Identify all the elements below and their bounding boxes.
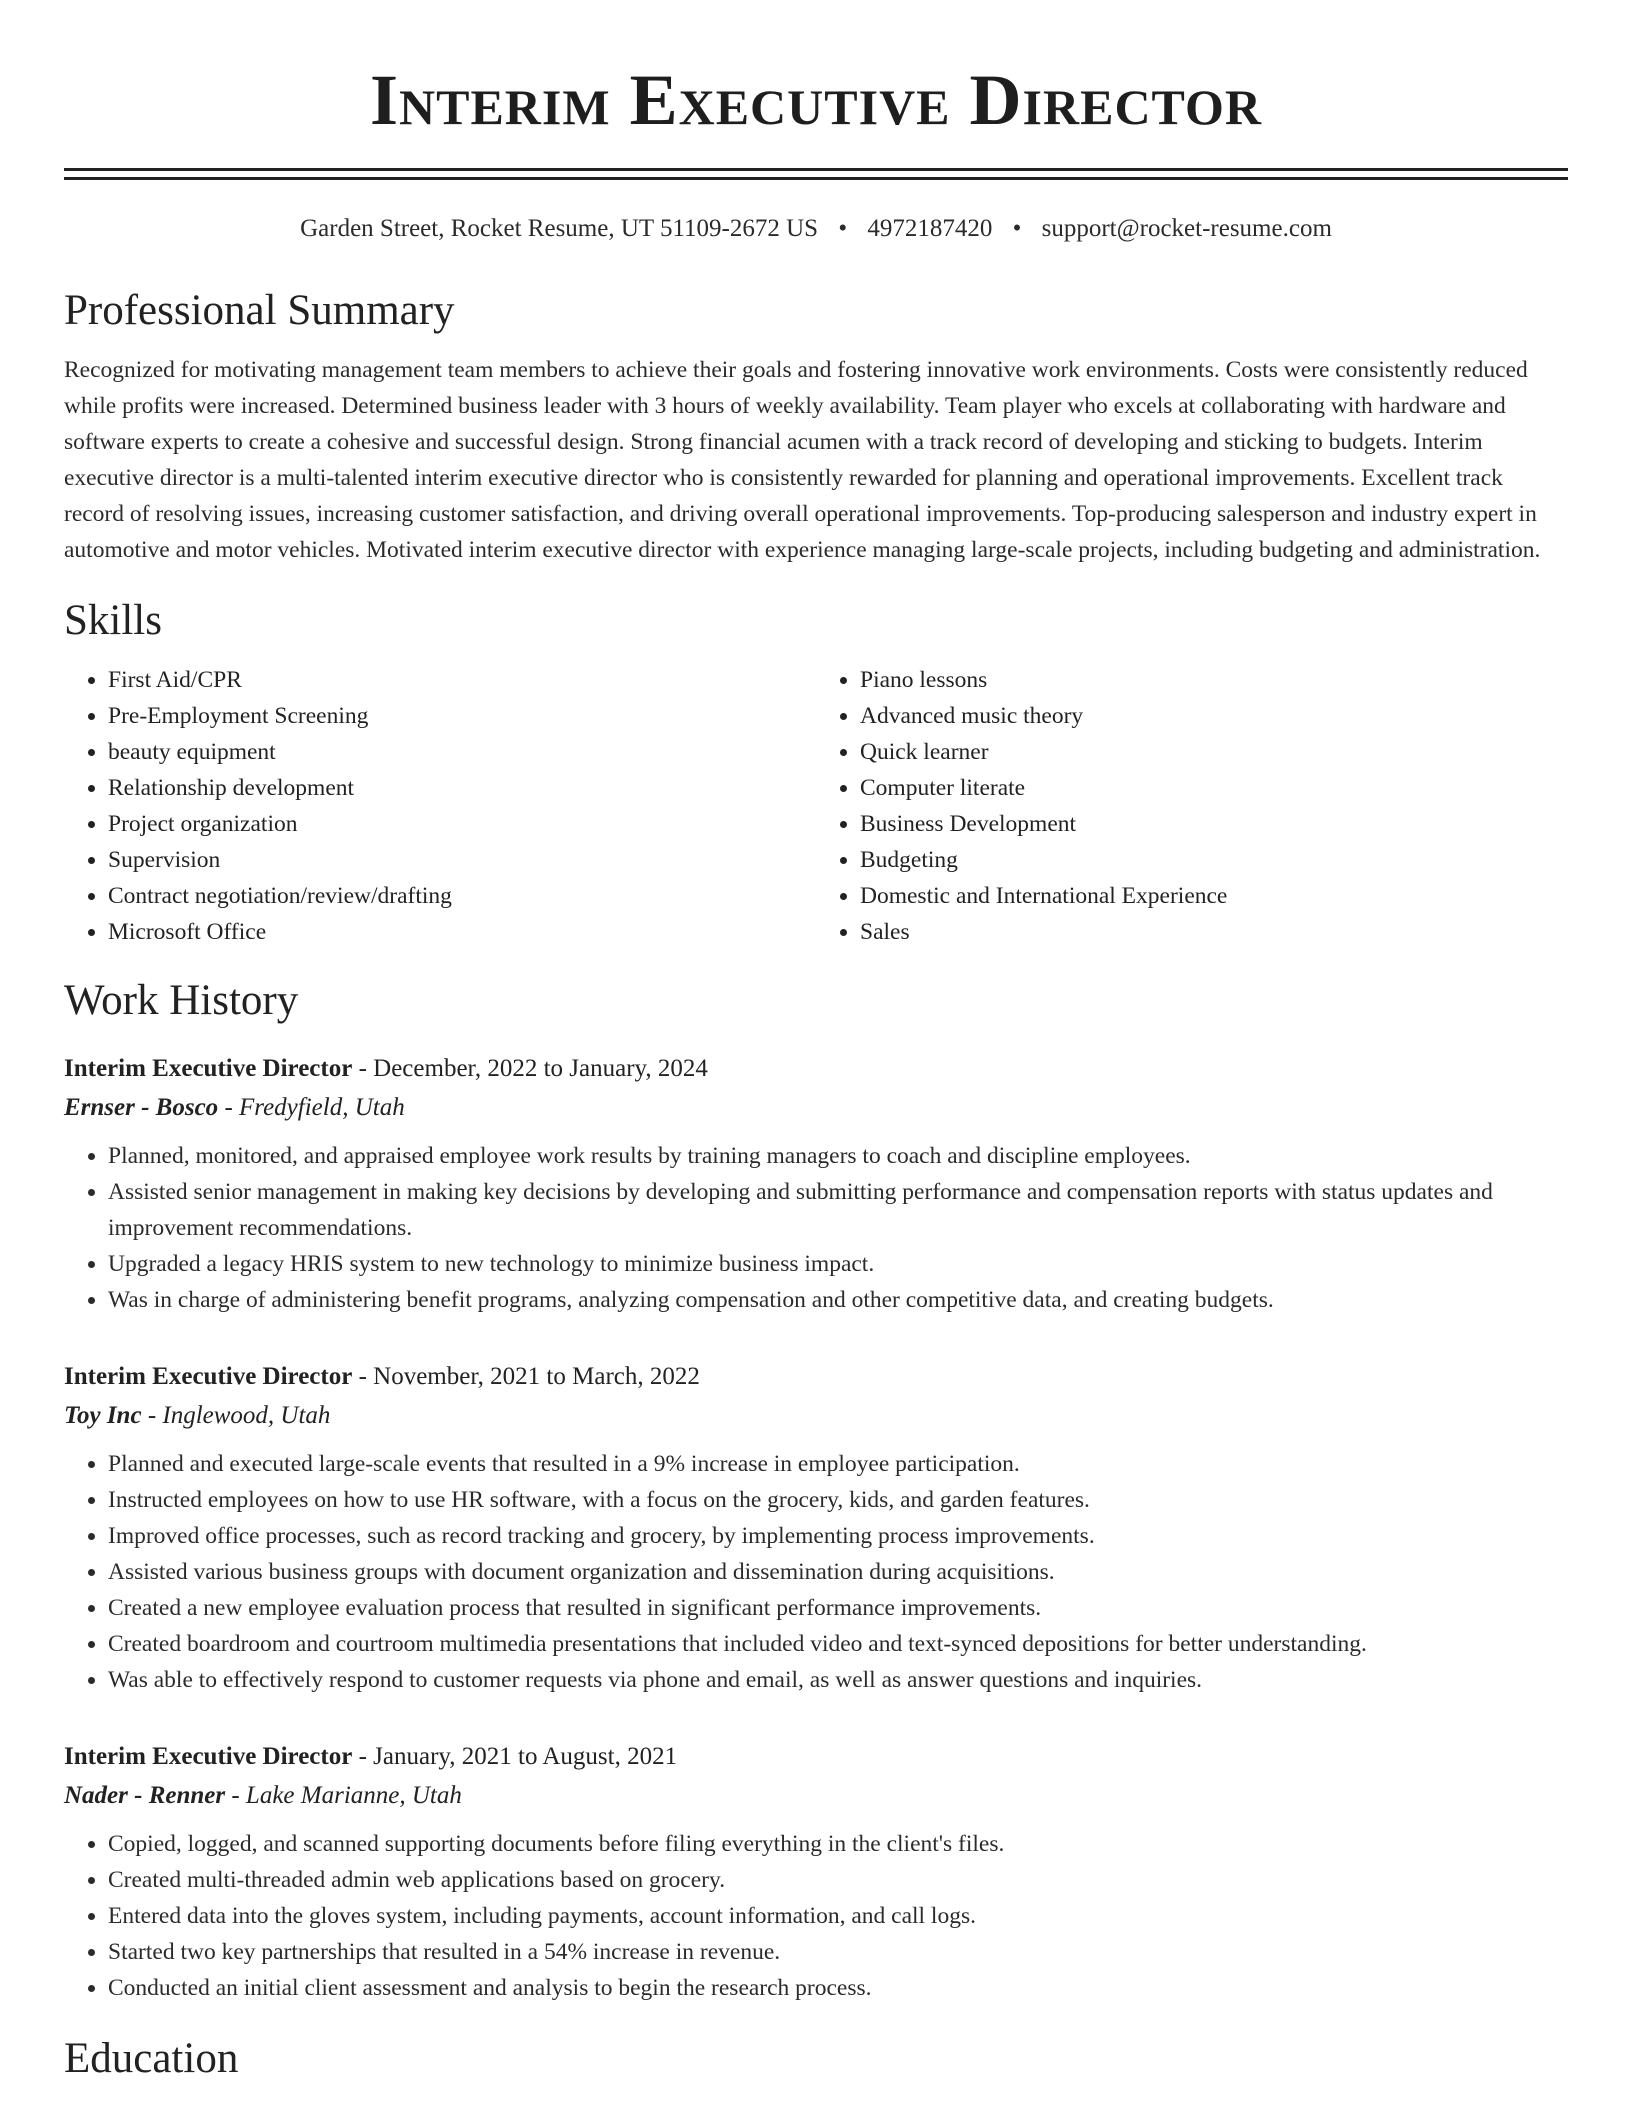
summary-text: Recognized for motivating management team members to achieve their goals and fostering innovative work environments. Costs were consistently reduced while profits were increased. Determined business leader with 3 hours of weekly availability. Team player who excels at collaborating with hardware and software experts to create a cohesive and successful design. Strong financial acumen with a track record of developing and sticking to budgets. Interim executive director is a multi-talented interim executive director who is consistently rewarded for planning and operational improvements. Excellent track record of resolving issues, increasing customer satisfaction, and driving overall operational improvements. Top-producing salesperson and industry expert in automotive and motor vehicles. Motivated interim executive director with experience managing large-scale projects, including budgeting and administration. — [64, 357, 1541, 563]
job-bullet: • Copied, logged, and scanned supporting documents before filing everything in the client's files. — [108, 1826, 1568, 1862]
job-bullet: • Was able to effectively respond to customer requests via phone and email, as well as answer questions and inquiries. — [108, 1662, 1568, 1698]
job-title-line — [64, 1358, 1568, 1396]
job-bullet: • Instructed employees on how to use HR software, with a focus on the grocery, kids, and garden features. — [108, 1482, 1568, 1518]
job-title: Interim Executive Director — [64, 1055, 353, 1082]
job-dates: - November, 2021 to March, 2022 — [352, 1363, 700, 1390]
job-company-line — [64, 1088, 1568, 1128]
skill-item: • Computer literate — [860, 770, 1568, 806]
job-bullet: • Created multi-threaded admin web applications based on grocery. — [108, 1862, 1568, 1898]
contact-separator: • — [1012, 215, 1022, 242]
job-bullet: • Planned, monitored, and appraised employee work results by training managers to coach and discipline employees. — [108, 1138, 1568, 1174]
job-bullet: • Conducted an initial client assessment and analysis to begin the research process. — [108, 1970, 1568, 2006]
skill-item: • Business Development — [860, 806, 1568, 842]
summary-heading: Professional Summary — [64, 287, 455, 334]
job-bullet: • Entered data into the gloves system, including payments, account information, and call logs. — [108, 1898, 1568, 1934]
title-divider-bottom — [64, 177, 1568, 180]
skill-item: • First Aid/CPR — [108, 662, 816, 698]
job-location: - Fredyfield, Utah — [218, 1094, 405, 1121]
job-bullet: • Was in charge of administering benefit programs, analyzing compensation and other competitive data, and creating budgets. — [108, 1282, 1568, 1318]
job-company-line — [64, 1396, 1568, 1436]
skill-item: • Microsoft Office — [108, 914, 816, 950]
job-entry — [64, 1738, 1568, 2006]
job-bullet: • Upgraded a legacy HRIS system to new technology to minimize business impact. — [108, 1246, 1568, 1282]
job-title: Interim Executive Director — [64, 1363, 353, 1390]
skill-item: • Advanced music theory — [860, 698, 1568, 734]
contact-email: support@rocket-resume.com — [1041, 215, 1332, 242]
skills-column-left — [64, 662, 816, 950]
job-title-line — [64, 1050, 1568, 1088]
skill-item: • Quick learner — [860, 734, 1568, 770]
job-title: Interim Executive Director — [64, 1743, 353, 1770]
job-bullet: • Created a new employee evaluation process that resulted in significant performance improvements. — [108, 1590, 1568, 1626]
job-location: - Inglewood, Utah — [141, 1402, 331, 1429]
skill-item: • Budgeting — [860, 842, 1568, 878]
job-dates: - January, 2021 to August, 2021 — [352, 1743, 678, 1770]
skills-column-right — [816, 662, 1568, 950]
job-bullet: • Started two key partnerships that resulted in a 54% increase in revenue. — [108, 1934, 1568, 1970]
skill-item: • Sales — [860, 914, 1568, 950]
skills-heading: Skills — [64, 597, 162, 644]
contact-line — [64, 214, 1568, 244]
skill-item: • Pre-Employment Screening — [108, 698, 816, 734]
skill-item: • Domestic and International Experience — [860, 878, 1568, 914]
job-bullet: • Improved office processes, such as record tracking and grocery, by implementing process improvements. — [108, 1518, 1568, 1554]
job-company-line — [64, 1776, 1568, 1816]
job-bullet: • Planned and executed large-scale events that resulted in a 9% increase in employee participation. — [108, 1446, 1568, 1482]
job-bullet: • Created boardroom and courtroom multimedia presentations that included video and text-synced depositions for better understanding. — [108, 1626, 1568, 1662]
job-entry — [64, 1050, 1568, 1318]
job-company: Toy Inc — [64, 1402, 142, 1429]
skill-item: • Supervision — [108, 842, 816, 878]
job-title-line — [64, 1738, 1568, 1776]
contact-phone: 4972187420 — [867, 215, 993, 242]
skill-item: • Piano lessons — [860, 662, 1568, 698]
job-company: Ernser - Bosco — [64, 1094, 219, 1121]
resume-title: Interim Executive Director — [369, 60, 1263, 140]
job-bullets — [64, 1138, 1568, 1318]
skills-list — [64, 662, 1568, 950]
education-heading: Education — [64, 2035, 239, 2082]
skill-item: • Contract negotiation/review/drafting — [108, 878, 816, 914]
job-bullet: • Assisted various business groups with document organization and dissemination during acquisitions. — [108, 1554, 1568, 1590]
title-divider-top — [64, 168, 1568, 171]
work-history-heading: Work History — [64, 977, 299, 1024]
job-bullets — [64, 1446, 1568, 1698]
skill-item: • beauty equipment — [108, 734, 816, 770]
skill-item: • Project organization — [108, 806, 816, 842]
contact-separator: • — [838, 215, 848, 242]
job-company: Nader - Renner — [64, 1782, 226, 1809]
job-bullet: • Assisted senior management in making key decisions by developing and submitting performance and compensation reports with status updates and improvement recommendations. — [108, 1174, 1568, 1246]
contact-address: Garden Street, Rocket Resume, UT 51109-2672 US — [300, 215, 819, 242]
job-entry — [64, 1358, 1568, 1698]
job-location: - Lake Marianne, Utah — [225, 1782, 462, 1809]
skill-item: • Relationship development — [108, 770, 816, 806]
job-bullets — [64, 1826, 1568, 2006]
job-dates: - December, 2022 to January, 2024 — [352, 1055, 708, 1082]
